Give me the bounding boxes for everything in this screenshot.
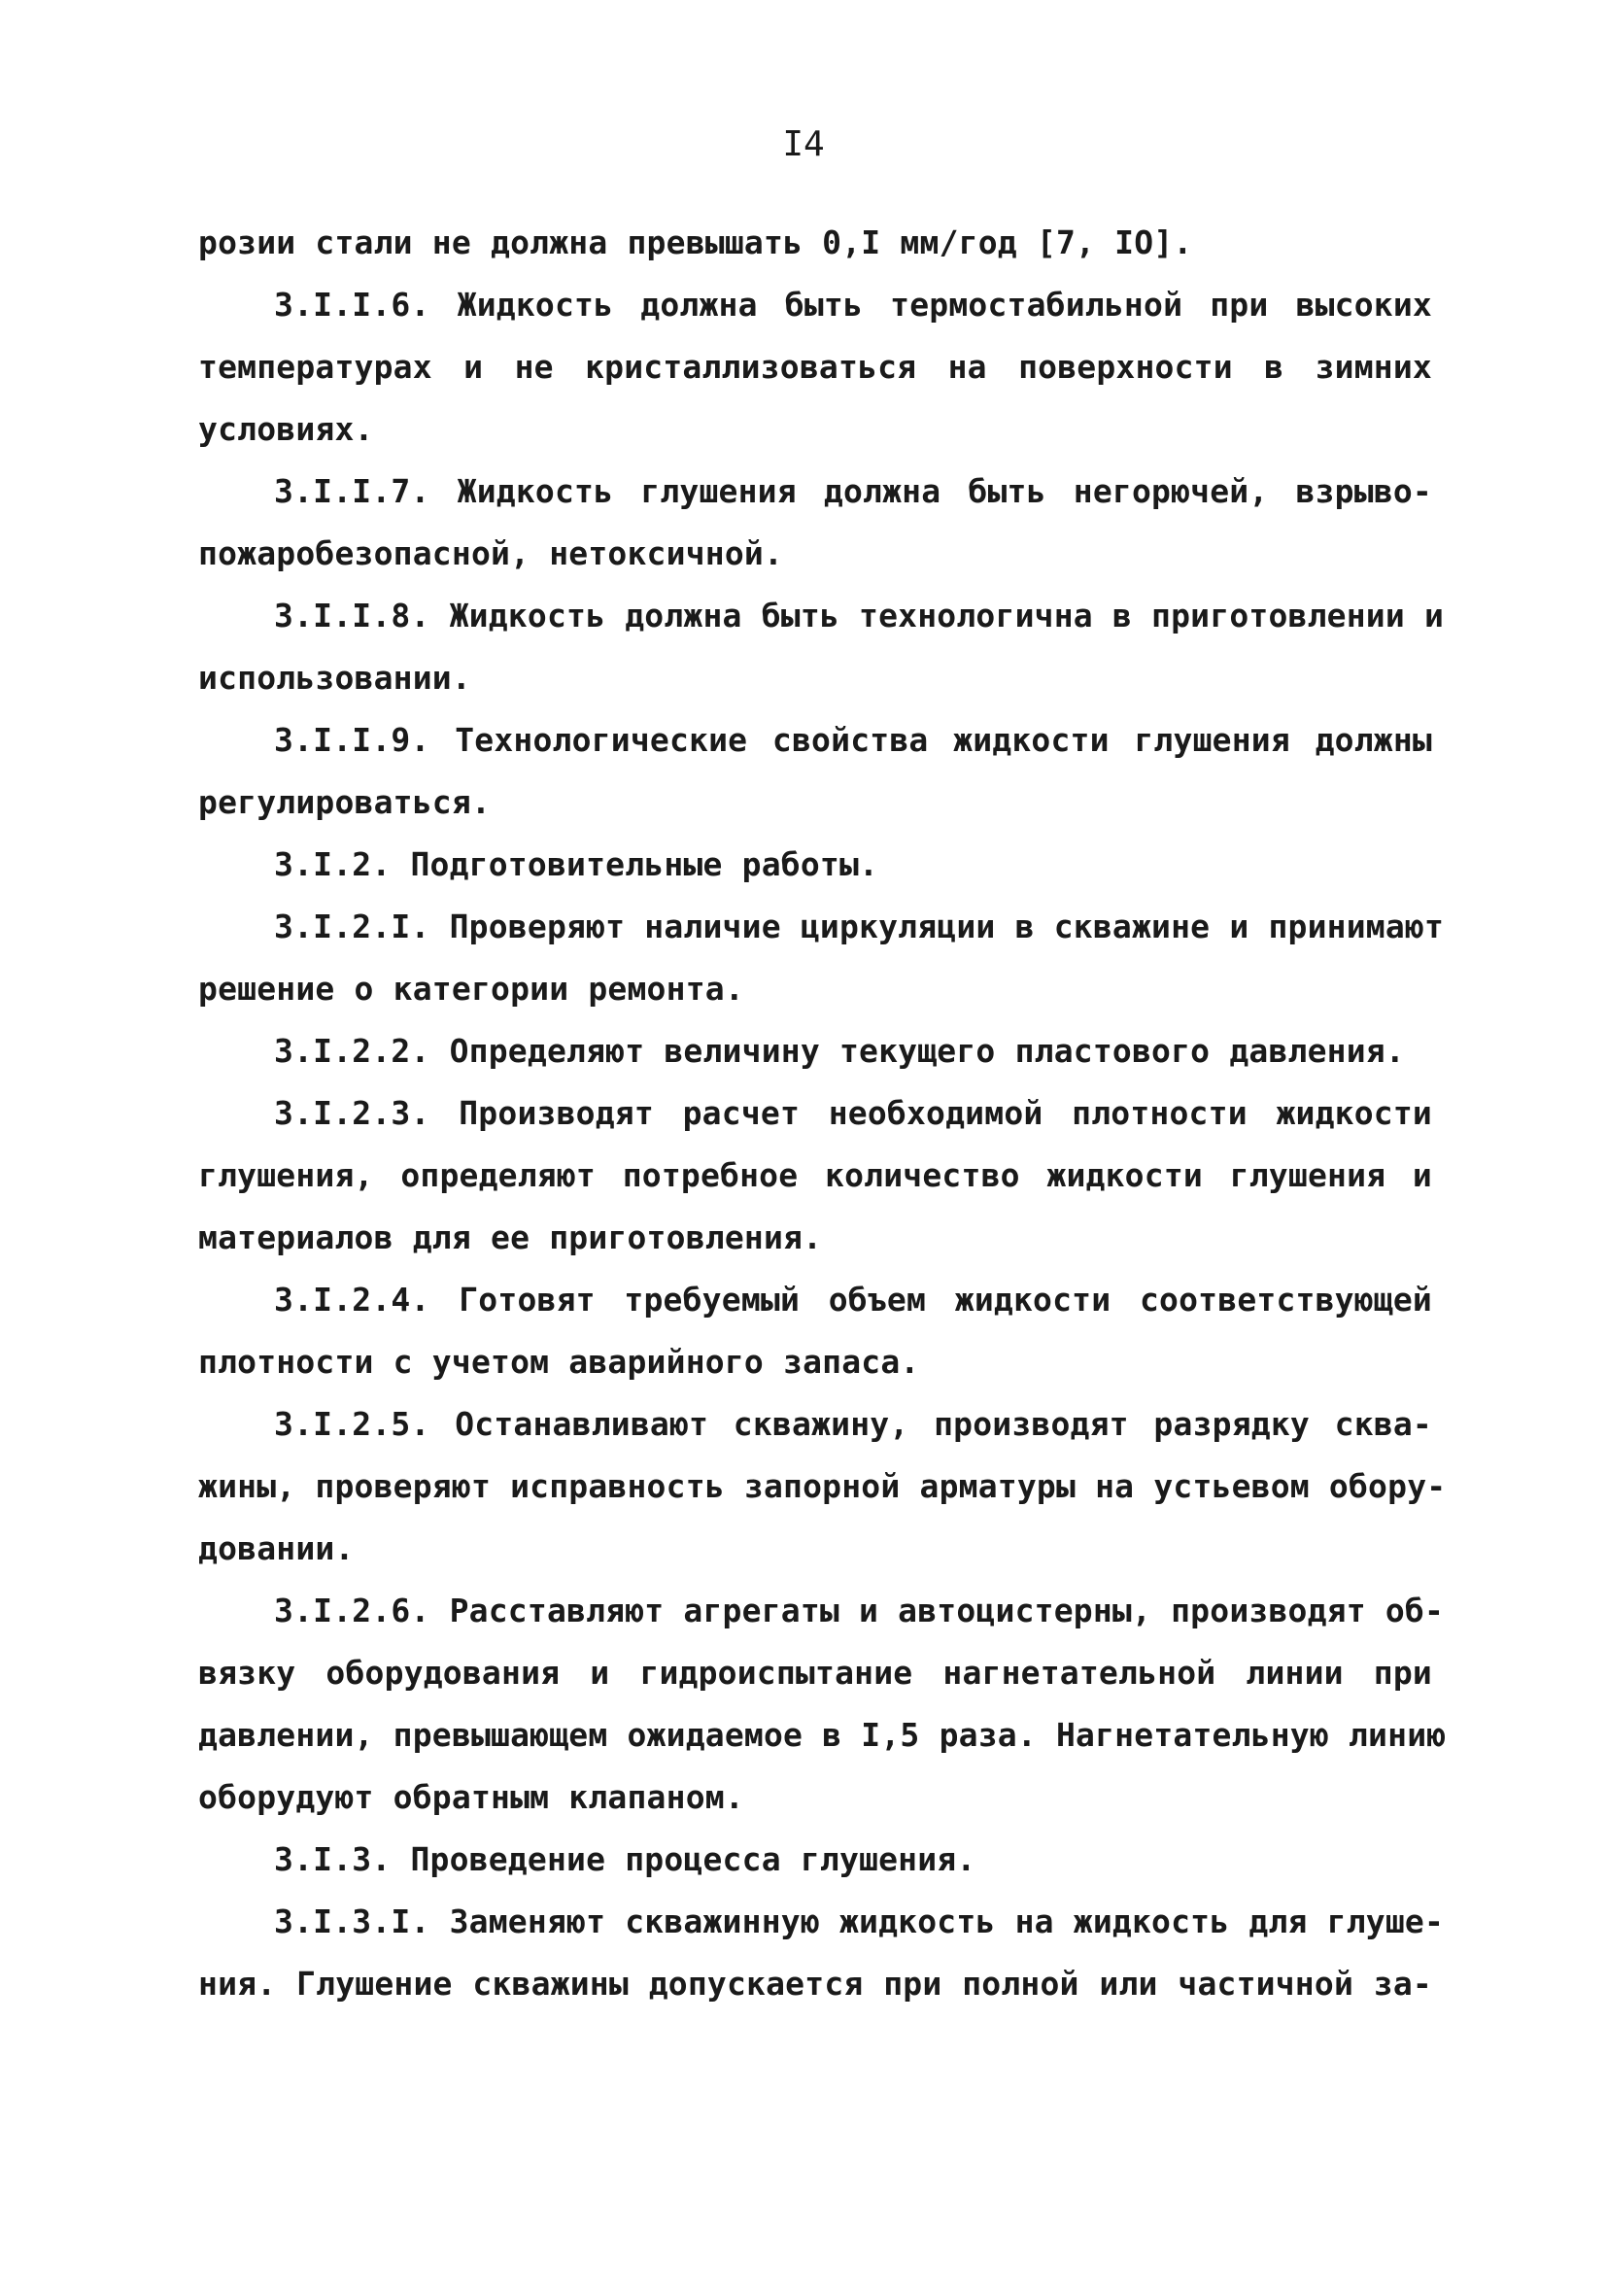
text-line: регулироваться. [198,783,492,821]
text-line: условиях. [198,410,374,448]
text-line: довании. [198,1529,355,1567]
text-line: 3.I.2.4. Готовят требуемый объем жидкости соответствующей [274,1281,1432,1319]
text-line: глушения, определяют потребное количество жидкости глушения и [198,1156,1432,1194]
page-number: I4 [782,124,825,164]
text-line: температурах и не кристаллизоваться на поверхности в зимних [198,348,1432,386]
page-body [198,212,1447,2015]
section-heading: 3.I.3. Проведение процесса глушения. [274,1840,976,1878]
text-line: давлении, превышающем ожидаемое в I,5 раза. Нагнетательную линию [198,1716,1447,1754]
text-line: использовании. [198,659,471,697]
text-line: 3.I.I.6. Жидкость должна быть термостабильной при высоких [274,286,1432,324]
text-line: 3.I.I.7. Жидкость глушения должна быть негорючей, взрыво- [274,472,1432,510]
text-line: оборудуют обратным клапаном. [198,1778,744,1816]
text-line: пожаробезопасной, нетоксичной. [198,534,784,572]
text-line: 3.I.I.8. Жидкость должна быть технологична в приготовлении и [274,597,1445,634]
text-line: плотности с учетом аварийного запаса. [198,1343,920,1381]
text-line: 3.I.2.6. Расставляют агрегаты и автоцистерны, производят об- [274,1592,1445,1629]
text-line: материалов для ее приготовления. [198,1218,823,1256]
text-line: жины, проверяют исправность запорной арматуры на устьевом обору- [198,1467,1447,1505]
text-line: розии стали не должна превышать 0,I мм/год [7, IO]. [198,223,1193,261]
text-line: 3.I.2.5. Останавливают скважину, производят разрядку сква- [274,1405,1432,1443]
text-line: ния. Глушение скважины допускается при полной или частичной за- [198,1965,1432,2003]
text-line: решение о категории ремонта. [198,970,744,1008]
section-heading: 3.I.2. Подготовительные работы. [274,845,879,883]
text-line: 3.I.2.3. Производят расчет необходимой плотности жидкости [274,1094,1432,1132]
text-line: 3.I.2.I. Проверяют наличие циркуляции в скважине и принимают [274,908,1445,945]
text-line: 3.I.2.2. Определяют величину текущего пластового давления. [274,1032,1405,1070]
text-line: вязку оборудования и гидроиспытание нагнетательной линии при [198,1654,1432,1692]
text-line: 3.I.3.I. Заменяют скважинную жидкость на жидкость для глуше- [274,1902,1445,1940]
text-line: 3.I.I.9. Технологические свойства жидкости глушения должны [274,721,1432,759]
